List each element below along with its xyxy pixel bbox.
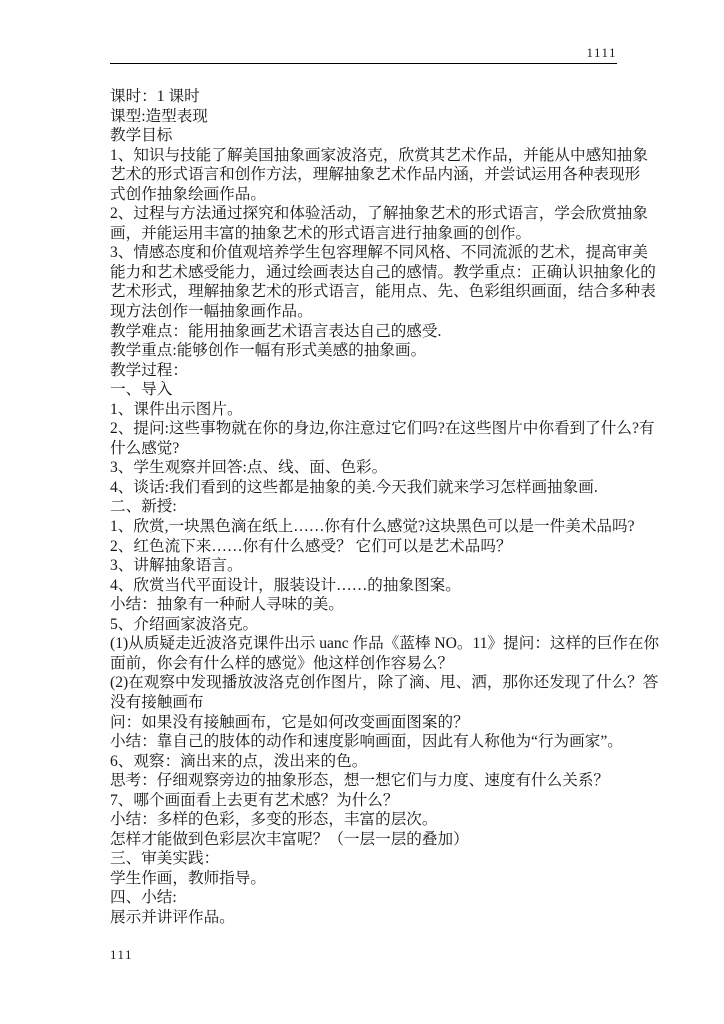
text-line: 7、哪个画面看上去更有艺术感？为什么？ (110, 791, 399, 809)
text-line: 教学难点：能用抽象画艺术语言表达自己的感受. (110, 322, 442, 340)
text-line: 1、知识与技能了解美国抽象画家波洛克，欣赏其艺术作品，并能从中感知抽象 (110, 146, 648, 164)
text-line: 课时：1 课时 (110, 88, 200, 105)
text-line: 画，并能运用丰富的抽象艺术的形式语言进行抽象画的创作。 (110, 224, 532, 242)
text-line: 4、谈话:我们看到的这些都是抽象的美.今天我们就来学习怎样画抽象画. (110, 478, 598, 496)
text-line: 3、情感态度和价值观培养学生包容理解不同风格、不同流派的艺术，提高审美 (110, 244, 648, 262)
text-line: 小结：多样的色彩，多变的形态，丰富的层次。 (110, 811, 438, 829)
text-line: 怎样才能做到色彩层次丰富呢？（一层一层的叠加） (110, 830, 469, 848)
text-line: 三、审美实践： (110, 850, 220, 868)
footer-page-number: 111 (110, 947, 134, 962)
header-page-number: 1111 (586, 45, 617, 60)
text-line: 教学过程： (110, 361, 188, 379)
text-line: 3、讲解抽象语言。 (110, 557, 243, 575)
text-line: 2、过程与方法通过探究和体验活动，了解抽象艺术的形式语言，学会欣赏抽象 (110, 205, 648, 223)
text-line: 3、学生观察并回答:点、线、面、色彩。 (110, 459, 388, 477)
text-line: 小结：抽象有一种耐人寻味的美。 (110, 596, 344, 614)
text-line: (2)在观察中发现播放波洛克创作图片，除了滴、甩、洒，那你还发现了什么？答 (110, 674, 659, 692)
text-line: 2、提问:这些事物就在你的身边,你注意过它们吗?在这些图片中你看到了什么?有 (110, 420, 655, 438)
text-line: 6、观察：滴出来的点，泼出来的色。 (110, 752, 368, 770)
text-line: 什么感觉? (110, 439, 180, 457)
text-line: 问：如果没有接触画布，它是如何改变画面图案的？ (110, 713, 469, 731)
text-line: 四、小结: (110, 889, 177, 907)
text-line: 艺术的形式语言和创作方法，理解抽象艺术作品内涵，并尝试运用各种表现形 (110, 166, 641, 184)
text-line: 二、新授: (110, 498, 177, 516)
text-line: 5、介绍画家波洛克。 (110, 615, 259, 633)
text-line: 1、课件出示图片。 (110, 400, 243, 418)
text-line: 思考：仔细观察旁边的抽象形态，想一想它们与力度、速度有什么关系？ (110, 772, 610, 790)
text-line: 4、欣赏当代平面设计，服装设计……的抽象图案。 (110, 576, 461, 594)
text-line: 展示并讲评作品。 (110, 908, 235, 926)
text-line: 一、导入 (110, 381, 173, 399)
text-line: 教学目标 (110, 127, 173, 145)
document-body (110, 87, 660, 928)
text-line: 式创作抽象绘画作品。 (110, 185, 266, 203)
text-line: 课型:造型表现 (110, 107, 208, 125)
text-line: (1)从质疑走近波洛克课件出示 uanc 作品《蓝棒 NO。11》提问：这样的巨作在你 (110, 635, 660, 653)
text-line: 2、红色流下来……你有什么感受？ 它们可以是艺术品吗？ (110, 537, 512, 555)
text-line: 艺术形式，理解抽象艺术的形式语言，能用点、先、色彩组织画面，结合多种表 (110, 283, 656, 301)
text-line: 教学重点:能够创作一幅有形式美感的抽象画。 (110, 342, 427, 360)
text-line: 没有接触画布 (110, 693, 204, 711)
header-rule (110, 63, 617, 64)
text-line: 现方法创作一幅抽象画作品。 (110, 303, 313, 321)
text-line: 小结：靠自己的肢体的动作和速度影响画面，因此有人称他为“行为画家”。 (110, 733, 623, 751)
text-line: 面前，你会有什么样的感觉》他这样创作容易么？ (110, 654, 454, 672)
text-line: 能力和艺术感受能力，通过绘画表达自己的感情。教学重点：正确认识抽象化的 (110, 263, 656, 281)
text-line: 学生作画，教师指导。 (110, 869, 266, 887)
text-line: 1、欣赏,一块黑色滴在纸上……你有什么感觉?这块黑色可以是一件美术品吗? (110, 518, 635, 536)
